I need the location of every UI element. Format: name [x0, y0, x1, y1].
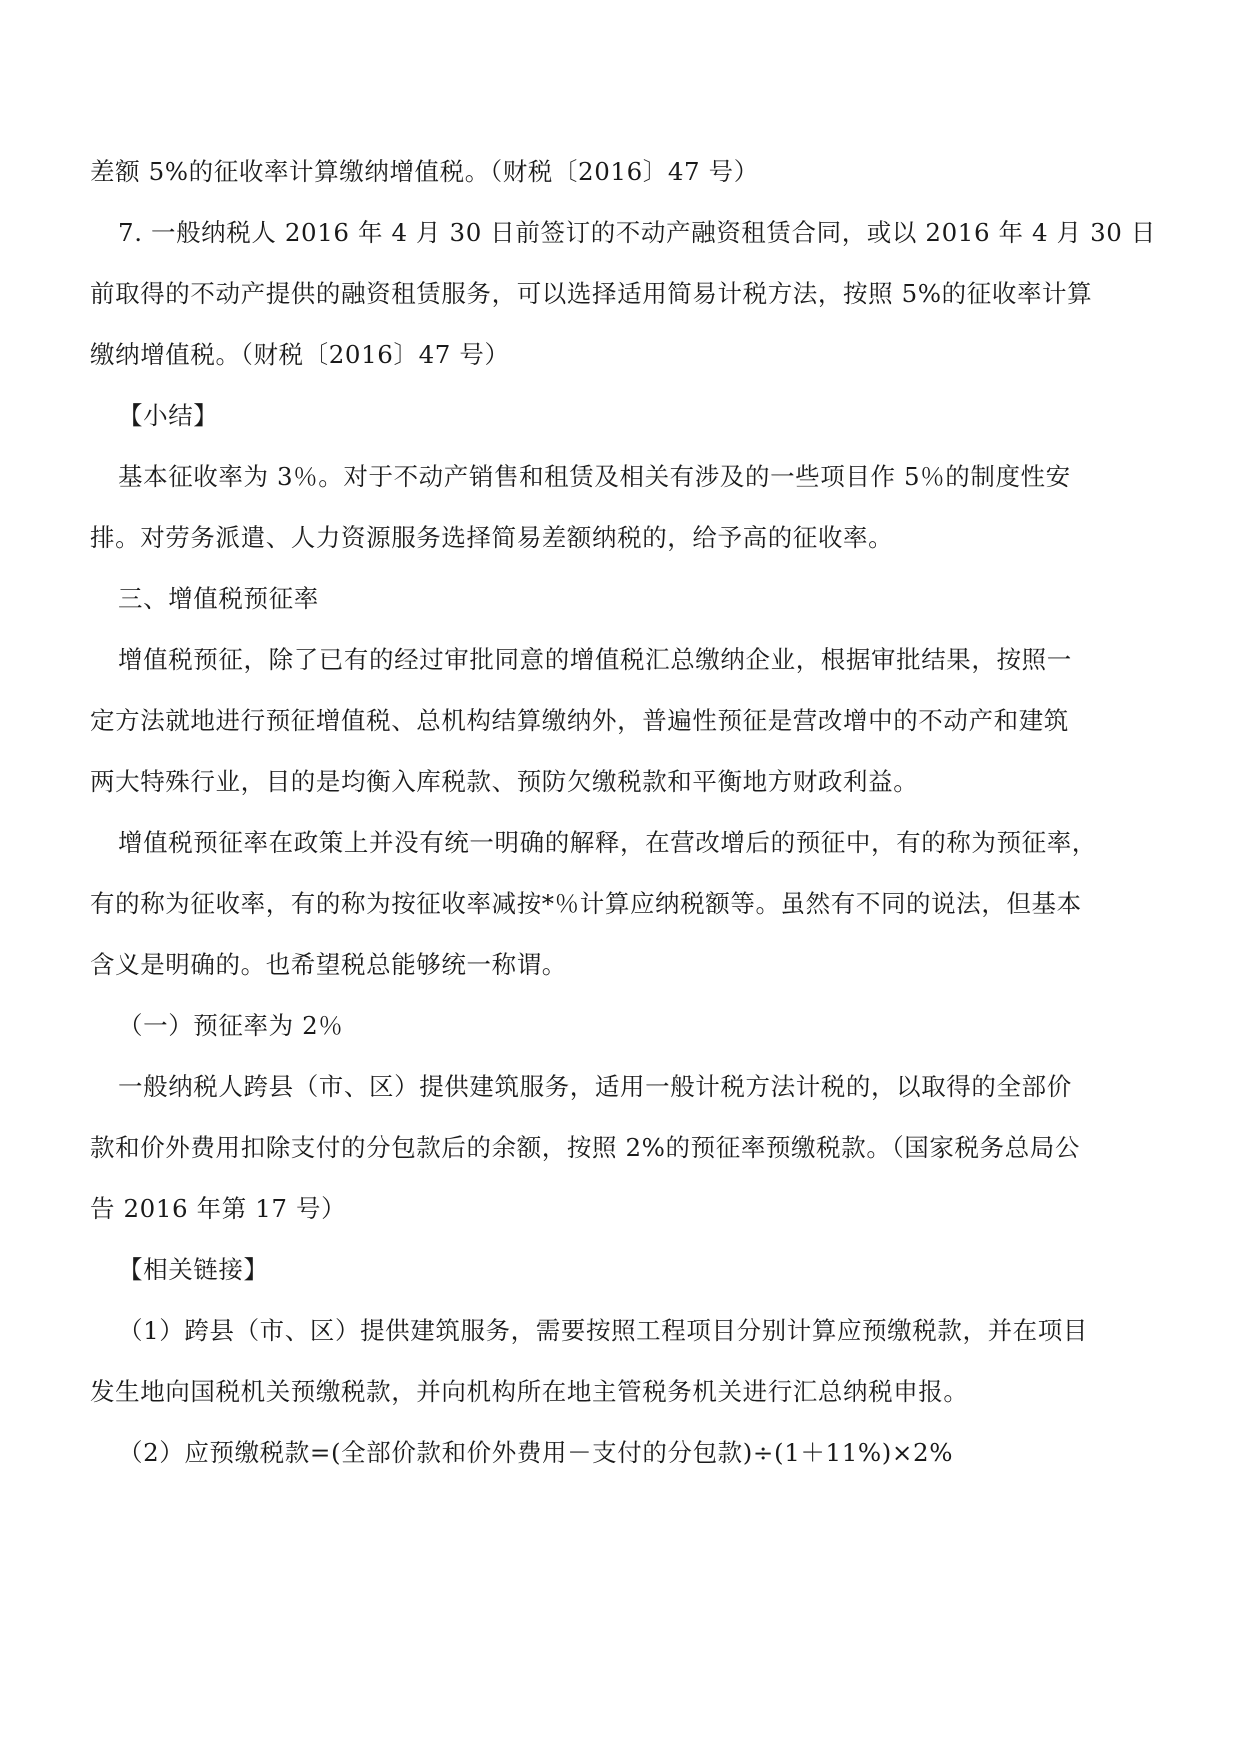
text-line-2: 7. 一般纳税人 2016 年 4 月 30 日前签订的不动产融资租赁合同，或以 2016 年 4 月 30 日 — [118, 218, 1156, 247]
text-line-18: 告 2016 年第 17 号） — [90, 1194, 347, 1223]
text-line-3: 前取得的不动产提供的融资租赁服务，可以选择适用简易计税方法，按照 5%的征收率计算 — [90, 279, 1093, 308]
text-line-9: 增值税预征，除了已有的经过审批同意的增值税汇总缴纳企业，根据审批结果，按照一 — [118, 645, 1072, 674]
text-line-21: 发生地向国税机关预缴税款，并向机构所在地主管税务机关进行汇总纳税申报。 — [90, 1377, 969, 1406]
section-heading-related-links: 【相关链接】 — [118, 1255, 269, 1284]
section-heading-summary: 【小结】 — [118, 401, 219, 430]
text-line-4: 缴纳增值税。（财税〔2016〕47 号） — [90, 340, 510, 369]
text-line-17: 款和价外费用扣除支付的分包款后的余额，按照 2%的预征率预缴税款。（国家税务总局公 — [90, 1133, 1081, 1162]
text-line-6: 基本征收率为 3％。对于不动产销售和租赁及相关有涉及的一些项目作 5％的制度性安 — [118, 462, 1071, 491]
section-heading-prepayment-rate: 三、增值税预征率 — [118, 584, 319, 613]
subsection-heading-2-percent: （一）预征率为 2％ — [118, 1011, 344, 1040]
text-line-14: 含义是明确的。也希望税总能够统一称谓。 — [90, 950, 567, 979]
document-body — [90, 152, 1170, 1494]
text-line-11: 两大特殊行业，目的是均衡入库税款、预防欠缴税款和平衡地方财政利益。 — [90, 767, 919, 796]
text-line-7: 排。对劳务派遣、人力资源服务选择简易差额纳税的，给予高的征收率。 — [90, 523, 894, 552]
text-line-12: 增值税预征率在政策上并没有统一明确的解释，在营改增后的预征中，有的称为预征率， — [118, 828, 1097, 857]
text-line-16: 一般纳税人跨县（市、区）提供建筑服务，适用一般计税方法计税的，以取得的全部价 — [118, 1072, 1072, 1101]
text-line-10: 定方法就地进行预征增值税、总机构结算缴纳外，普遍性预征是营改增中的不动产和建筑 — [90, 706, 1069, 735]
text-line-1: 差额 5%的征收率计算缴纳增值税。（财税〔2016〕47 号） — [90, 157, 759, 186]
text-line-13: 有的称为征收率，有的称为按征收率减按*％计算应纳税额等。虽然有不同的说法，但基本 — [90, 889, 1082, 918]
text-line-20: （1）跨县（市、区）提供建筑服务，需要按照工程项目分别计算应预缴税款，并在项目 — [118, 1316, 1088, 1345]
formula-line: （2）应预缴税款=(全部价款和价外费用－支付的分包款)÷(1＋11%)×2% — [118, 1438, 954, 1467]
